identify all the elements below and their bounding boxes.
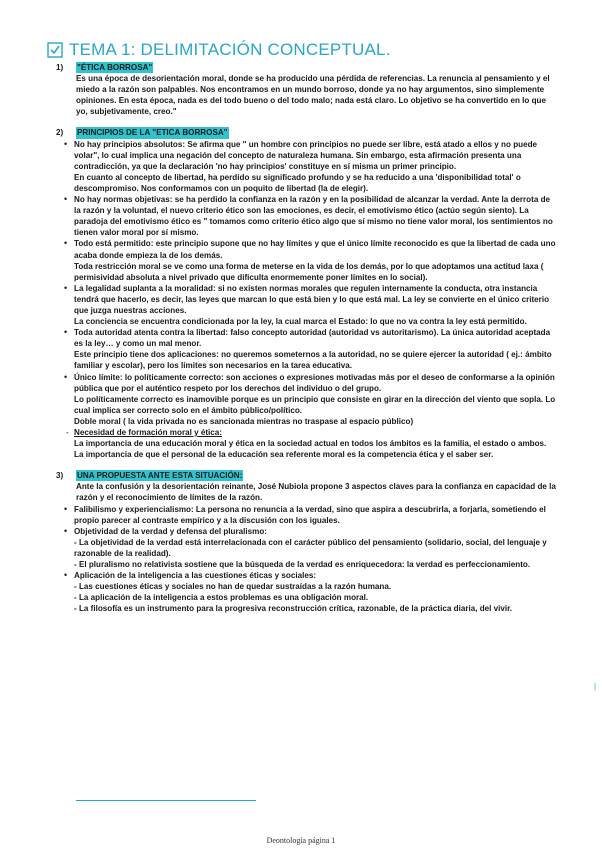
list-item-text: • No hay normas objetivas: se ha perdido la confianza en la razón y en la posibilidad de alcanzar la verdad. Ante la derrota de la razón y la voluntad, el nuevo criterio ético son las emociones, es decir, el emotivismo ético (actúo según siento). La paradoja del emotivismo ético es " tomamos como criterio ético algo que sí mismo no tiene valor moral, los sentimientos no tienen valor moral por sí mismo. [74, 195, 553, 238]
list-item-text: Este principio tiene dos aplicaciones: no queremos someternos a la autoridad, no se quiere ejercer la autoridad ( ej.: ámbito familiar y escolar), pero los límites son necesarios en la tarea educativa. [74, 350, 552, 371]
dash-heading: Necesidad de formación moral y ética: [74, 428, 222, 437]
list-item [74, 238, 556, 282]
list-item [74, 327, 556, 371]
section-number: 2) [56, 128, 64, 138]
dash-item [56, 427, 556, 438]
section-1-heading [56, 62, 556, 73]
dash-line: La importancia de una educación moral y ética en la sociedad actual en todos los ámbitos es la familia, el estado o ambos. [74, 439, 547, 449]
section-3-list [56, 504, 556, 615]
list-item [74, 372, 556, 427]
section-2-heading [56, 127, 556, 138]
list-item-text: - El pluralismo no relativista sostiene que la búsqueda de la verdad es enriquecedora: la verdad es perfeccionamiento. [74, 560, 531, 570]
list-item [74, 570, 556, 614]
list-item-text: - La aplicación de la inteligencia a estos problemas es una obligación moral. [74, 593, 369, 603]
list-item-text: Toda restricción moral se ve como una forma de meterse en la vida de los demás, por lo que adoptamos una actitud laxa ( permisividad absoluta a nivel privado que dificulta enormemente poner límites en lo social). [74, 261, 544, 282]
list-item [74, 139, 556, 194]
footer-divider [76, 800, 256, 801]
title-row [47, 40, 391, 60]
list-item-text: La conciencia se encuentra condicionada por la ley, la cual marca el Estado: lo que no va contra la ley está permitido. [74, 317, 527, 327]
section-number: 1) [56, 63, 64, 72]
list-item-text: En cuanto al concepto de libertad, ha perdido su significado profundo y se ha reducido a una 'disponibilidad total' o descompromiso. Nos conformamos con un poquito de libertad (la de elegir). [74, 172, 521, 193]
list-item-text: - La objetividad de la verdad está interrelacionada con el carácter público del pensamiento (solidario, social, del lenguaje y razonable de la realidad). [74, 537, 547, 558]
list-item-text: Doble moral ( la vida privada no es sancionada mientras no traspase al espacio público) [74, 416, 414, 426]
list-item-text: • Aplicación de la inteligencia a las cuestiones éticas y sociales: [74, 571, 317, 581]
list-item-text: • La legalidad suplanta a la moralidad: si no existen normas morales que regulen internamente la conducta, otra instancia tendrá que hacerlo, es decir, las leyes que marcan lo que está bien y lo que está mal. La ley se convierte en el único criterio que juzga nuestras acciones. [74, 283, 550, 315]
section-1-body: Es una época de desorientación moral, donde se ha producido una pérdida de referencias. La renuncia al pensamiento y el miedo a la razón son palpables. Nos encontramos en un mundo borroso, donde ya no hay argumentos, sino simplemente opiniones. En esta época, nada es del todo bueno o del todo malo; nada está claro. Lo objetivo se ha convertido en lo que yo, subjetivamente, creo." [76, 74, 550, 117]
section-3-intro: Ante la confusión y la desorientación reinante, José Nubiola propone 3 aspectos claves para la confianza en capacidad de la razón y el reconocimiento de límites de la razón. [76, 482, 556, 503]
list-item-text: • Toda autoridad atenta contra la libertad: falso concepto autoridad (autoridad vs autoritarismo). La única autoridad aceptada es la ley… y como un mal menor. [74, 328, 551, 349]
section-3-heading [56, 470, 556, 481]
document-body [56, 62, 556, 615]
list-item [74, 283, 556, 327]
list-item-text: - Las cuestiones éticas y sociales no han de quedar sustraídas a la razón humana. [74, 582, 392, 592]
list-item [74, 504, 556, 526]
list-item-text: • Objetividad de la verdad y defensa del pluralismo: [74, 526, 267, 536]
dash-body [56, 438, 556, 460]
margin-mark: | [594, 682, 597, 691]
section-number: 3) [56, 471, 64, 481]
list-item [74, 526, 556, 570]
list-item-text: • No hay principios absolutos: Se afirma que " un hombre con principios no puede ser libre, está atado a ellos y no puede volar", lo cual implica una negación del concepto de naturaleza humana. Sin embargo, esta afirmación presenta una contradicción, ya que la declaración 'no hay principios' constituye en sí misma un primer principio. [74, 139, 538, 171]
list-item-text: • Único límite: lo políticamente correcto: son acciones o expresiones motivadas más por el deseo de conformarse a la opinión pública que por el auténtico respeto por los derechos del individuo o del grupo. [74, 372, 555, 393]
section-2-list [56, 139, 556, 427]
dash-line: La importancia de que el personal de la educación sea referente moral es la competencia ética y el saber ser. [74, 450, 494, 460]
section-title: "ÉTICA BORROSA" [77, 63, 153, 72]
list-item-text: - La filosofía es un instrumento para la progresiva reconstrucción crítica, razonable, de la práctica diaria, del vivir. [74, 604, 513, 614]
section-title: PRINCIPIOS DE LA "ETICA BORROSA" [77, 128, 228, 138]
checked-box-icon [47, 42, 63, 58]
page-title: TEMA 1: DELIMITACIÓN CONCEPTUAL. [69, 40, 391, 59]
list-item-text: • Falibilismo y experiencialismo: La persona no renuncia a la verdad, sino que aspira a descubrirla, a forjarla, sometiendo el propio parecer al contraste empírico y a la discusión con los iguales. [74, 504, 546, 525]
list-item [74, 194, 556, 238]
page-footer: Deontología página 1 [266, 836, 336, 845]
list-item-text: Lo políticamente correcto es inamovible porque es un principio que consiste en girar en la dirección del viento que sopla. Lo cual implica ser correcto solo en el ámbito público/político. [74, 394, 556, 415]
section-title: UNA PROPUESTA ANTE ESTA SITUACIÓN: [77, 471, 243, 481]
list-item-text: • Todo está permitido: este principio supone que no hay límites y que el único límite reconocido es que la libertad de cada uno acaba donde empieza la de los demás. [74, 239, 556, 260]
